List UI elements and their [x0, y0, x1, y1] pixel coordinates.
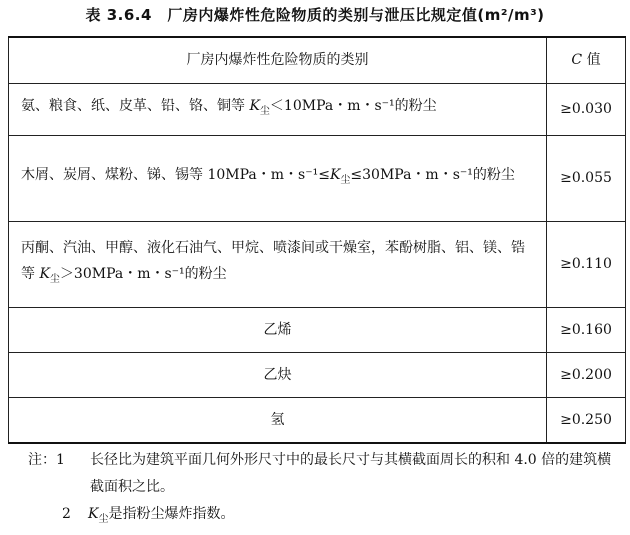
category-cell: 氢	[9, 397, 547, 443]
category-text-tail: ＜10MPa・m・s⁻¹的粉尘	[269, 98, 437, 115]
c-value-cell: ≥0.250	[547, 397, 626, 443]
c-value-cell: ≥0.160	[547, 307, 626, 352]
note-item	[28, 501, 624, 533]
table-row	[9, 307, 626, 352]
header-c-value	[547, 37, 626, 83]
k-subscript: 尘	[49, 273, 60, 285]
category-text: 丙酮、汽油、甲醇、液化石油气、甲烷、喷漆间或干燥室，苯酚树脂、铝、镁、锆等	[21, 240, 525, 283]
k-symbol: K	[39, 266, 50, 283]
table-row	[9, 135, 626, 221]
note-number: 2	[62, 506, 71, 522]
notes-label: 注：	[28, 452, 56, 468]
note-text: 长径比为建筑平面几何外形尺寸中的最长尺寸与其横截面周长的积和 4.0 倍的建筑横截面积之比。	[90, 452, 612, 495]
table-row	[9, 83, 626, 135]
c-value-cell: ≥0.200	[547, 352, 626, 397]
c-value-cell: ≥0.030	[547, 83, 626, 135]
category-cell	[9, 221, 547, 307]
c-value-cell: ≥0.055	[547, 135, 626, 221]
category-text: 木屑、炭屑、煤粉、锑、锡等 10MPa・m・s⁻¹≤	[21, 167, 330, 184]
table-row	[9, 352, 626, 397]
note-item	[28, 447, 624, 501]
note-lead	[28, 447, 90, 501]
category-text-tail: ≤30MPa・m・s⁻¹的粉尘	[350, 167, 515, 184]
relief-ratio-table	[8, 36, 626, 444]
k-subscript: 尘	[98, 513, 109, 525]
k-symbol: K	[329, 167, 341, 184]
category-cell	[9, 135, 547, 221]
header-category: 厂房内爆炸性危险物质的类别	[9, 37, 547, 83]
category-text: 氨、粮食、纸、皮革、铅、铬、铜等	[21, 98, 250, 115]
table-notes	[28, 447, 624, 533]
k-subscript: 尘	[340, 174, 351, 186]
table-row	[9, 397, 626, 443]
table-header-row	[9, 37, 626, 83]
category-cell	[9, 83, 547, 135]
note-text-tail: 是指粉尘爆炸指数。	[108, 506, 235, 522]
c-value-cell: ≥0.110	[547, 221, 626, 307]
c-symbol: C	[571, 52, 583, 69]
c-suffix: 值	[582, 52, 601, 69]
table-row	[9, 221, 626, 307]
table-caption: 表 3.6.4 厂房内爆炸性危险物质的类别与泄压比规定值(m²/m³)	[85, 6, 545, 24]
category-text-tail: ＞30MPa・m・s⁻¹的粉尘	[59, 266, 227, 283]
category-cell: 乙炔	[9, 352, 547, 397]
note-text	[88, 501, 234, 533]
k-symbol: K	[88, 506, 99, 522]
k-symbol: K	[249, 98, 260, 115]
k-subscript: 尘	[259, 105, 270, 117]
category-cell: 乙烯	[9, 307, 547, 352]
note-number: 1	[56, 452, 65, 468]
